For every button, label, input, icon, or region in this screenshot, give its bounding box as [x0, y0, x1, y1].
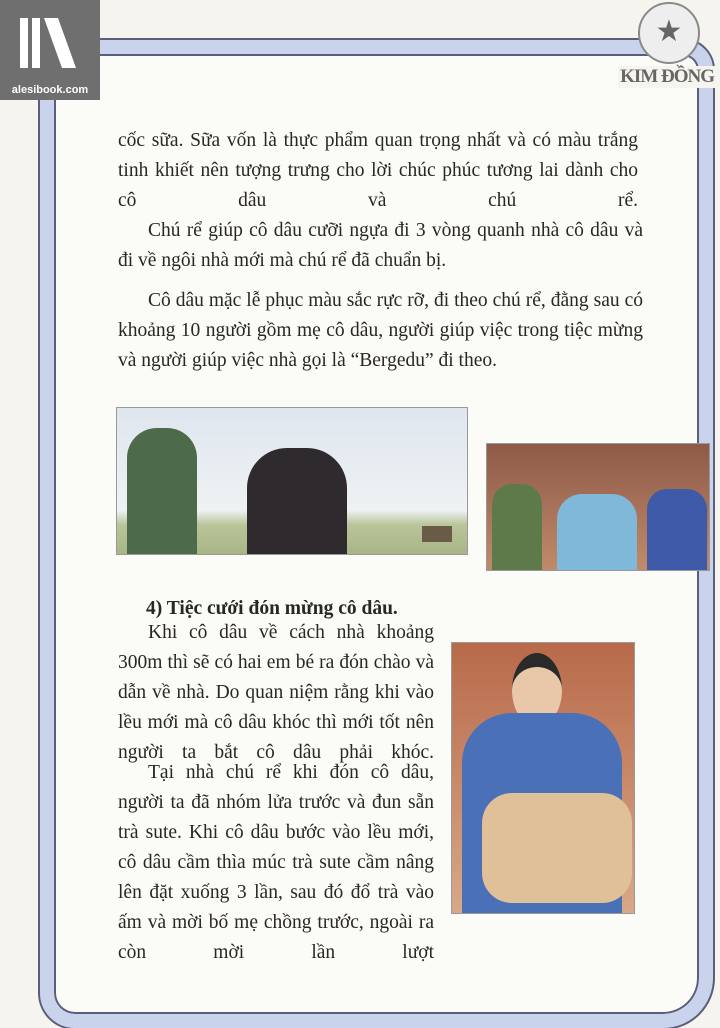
book-logo-icon	[18, 10, 80, 70]
paragraph-1: cốc sữa. Sữa vốn là thực phẩm quan trọng nhất và có màu trắng tinh khiết nên tượng trưng cho lời chúc phúc tương lai dành cho cô dâu và chú rể.	[118, 130, 638, 211]
section-paragraph-1: Khi cô dâu về cách nhà khoảng 300m thì sẽ có hai em bé ra đón chào và dẫn về nhà. Do quan niệm rằng khi vào lều mới mà cô dâu khóc thì mới tốt nên người ta bắt cô dâu phải khóc.	[118, 622, 434, 763]
kim-dong-logo	[620, 0, 718, 100]
paragraph-2: Chú rể giúp cô dâu cưỡi ngựa đi 3 vòng quanh nhà cô dâu và đi về ngôi nhà mới mà chú rể đã chuẩn bị.	[118, 220, 643, 271]
section-heading: 4) Tiệc cưới đón mừng cô dâu.	[146, 598, 398, 619]
illustration-three-women	[486, 443, 710, 571]
paragraph-3: Cô dâu mặc lễ phục màu sắc rực rỡ, đi theo chú rể, đằng sau có khoảng 10 người gồm mẹ cô dâu, người giúp việc trong tiệc mừng và người giúp việc nhà gọi là “Bergedu” đi theo.	[118, 290, 643, 371]
illustration-men-waving	[116, 407, 468, 555]
section-paragraph-2: Tại nhà chú rể khi đón cô dâu, người ta đã nhóm lửa trước và đun sẵn trà sute. Khi cô dâu bước vào lều mới, cô dâu cầm thìa múc trà sute cầm nâng lên đặt xuống 3 lần, sau đó đổ trà vào ấm và mời bố mẹ chồng trước, ngoài ra còn mời lần lượt	[118, 762, 434, 963]
illustration-bride-with-cloth	[451, 642, 635, 914]
star-icon: ★	[638, 2, 700, 64]
alesibook-logo	[0, 0, 100, 100]
kim-dong-text: KIM ĐỒNG	[620, 66, 714, 87]
alesibook-text: alesibook.com	[11, 84, 89, 96]
